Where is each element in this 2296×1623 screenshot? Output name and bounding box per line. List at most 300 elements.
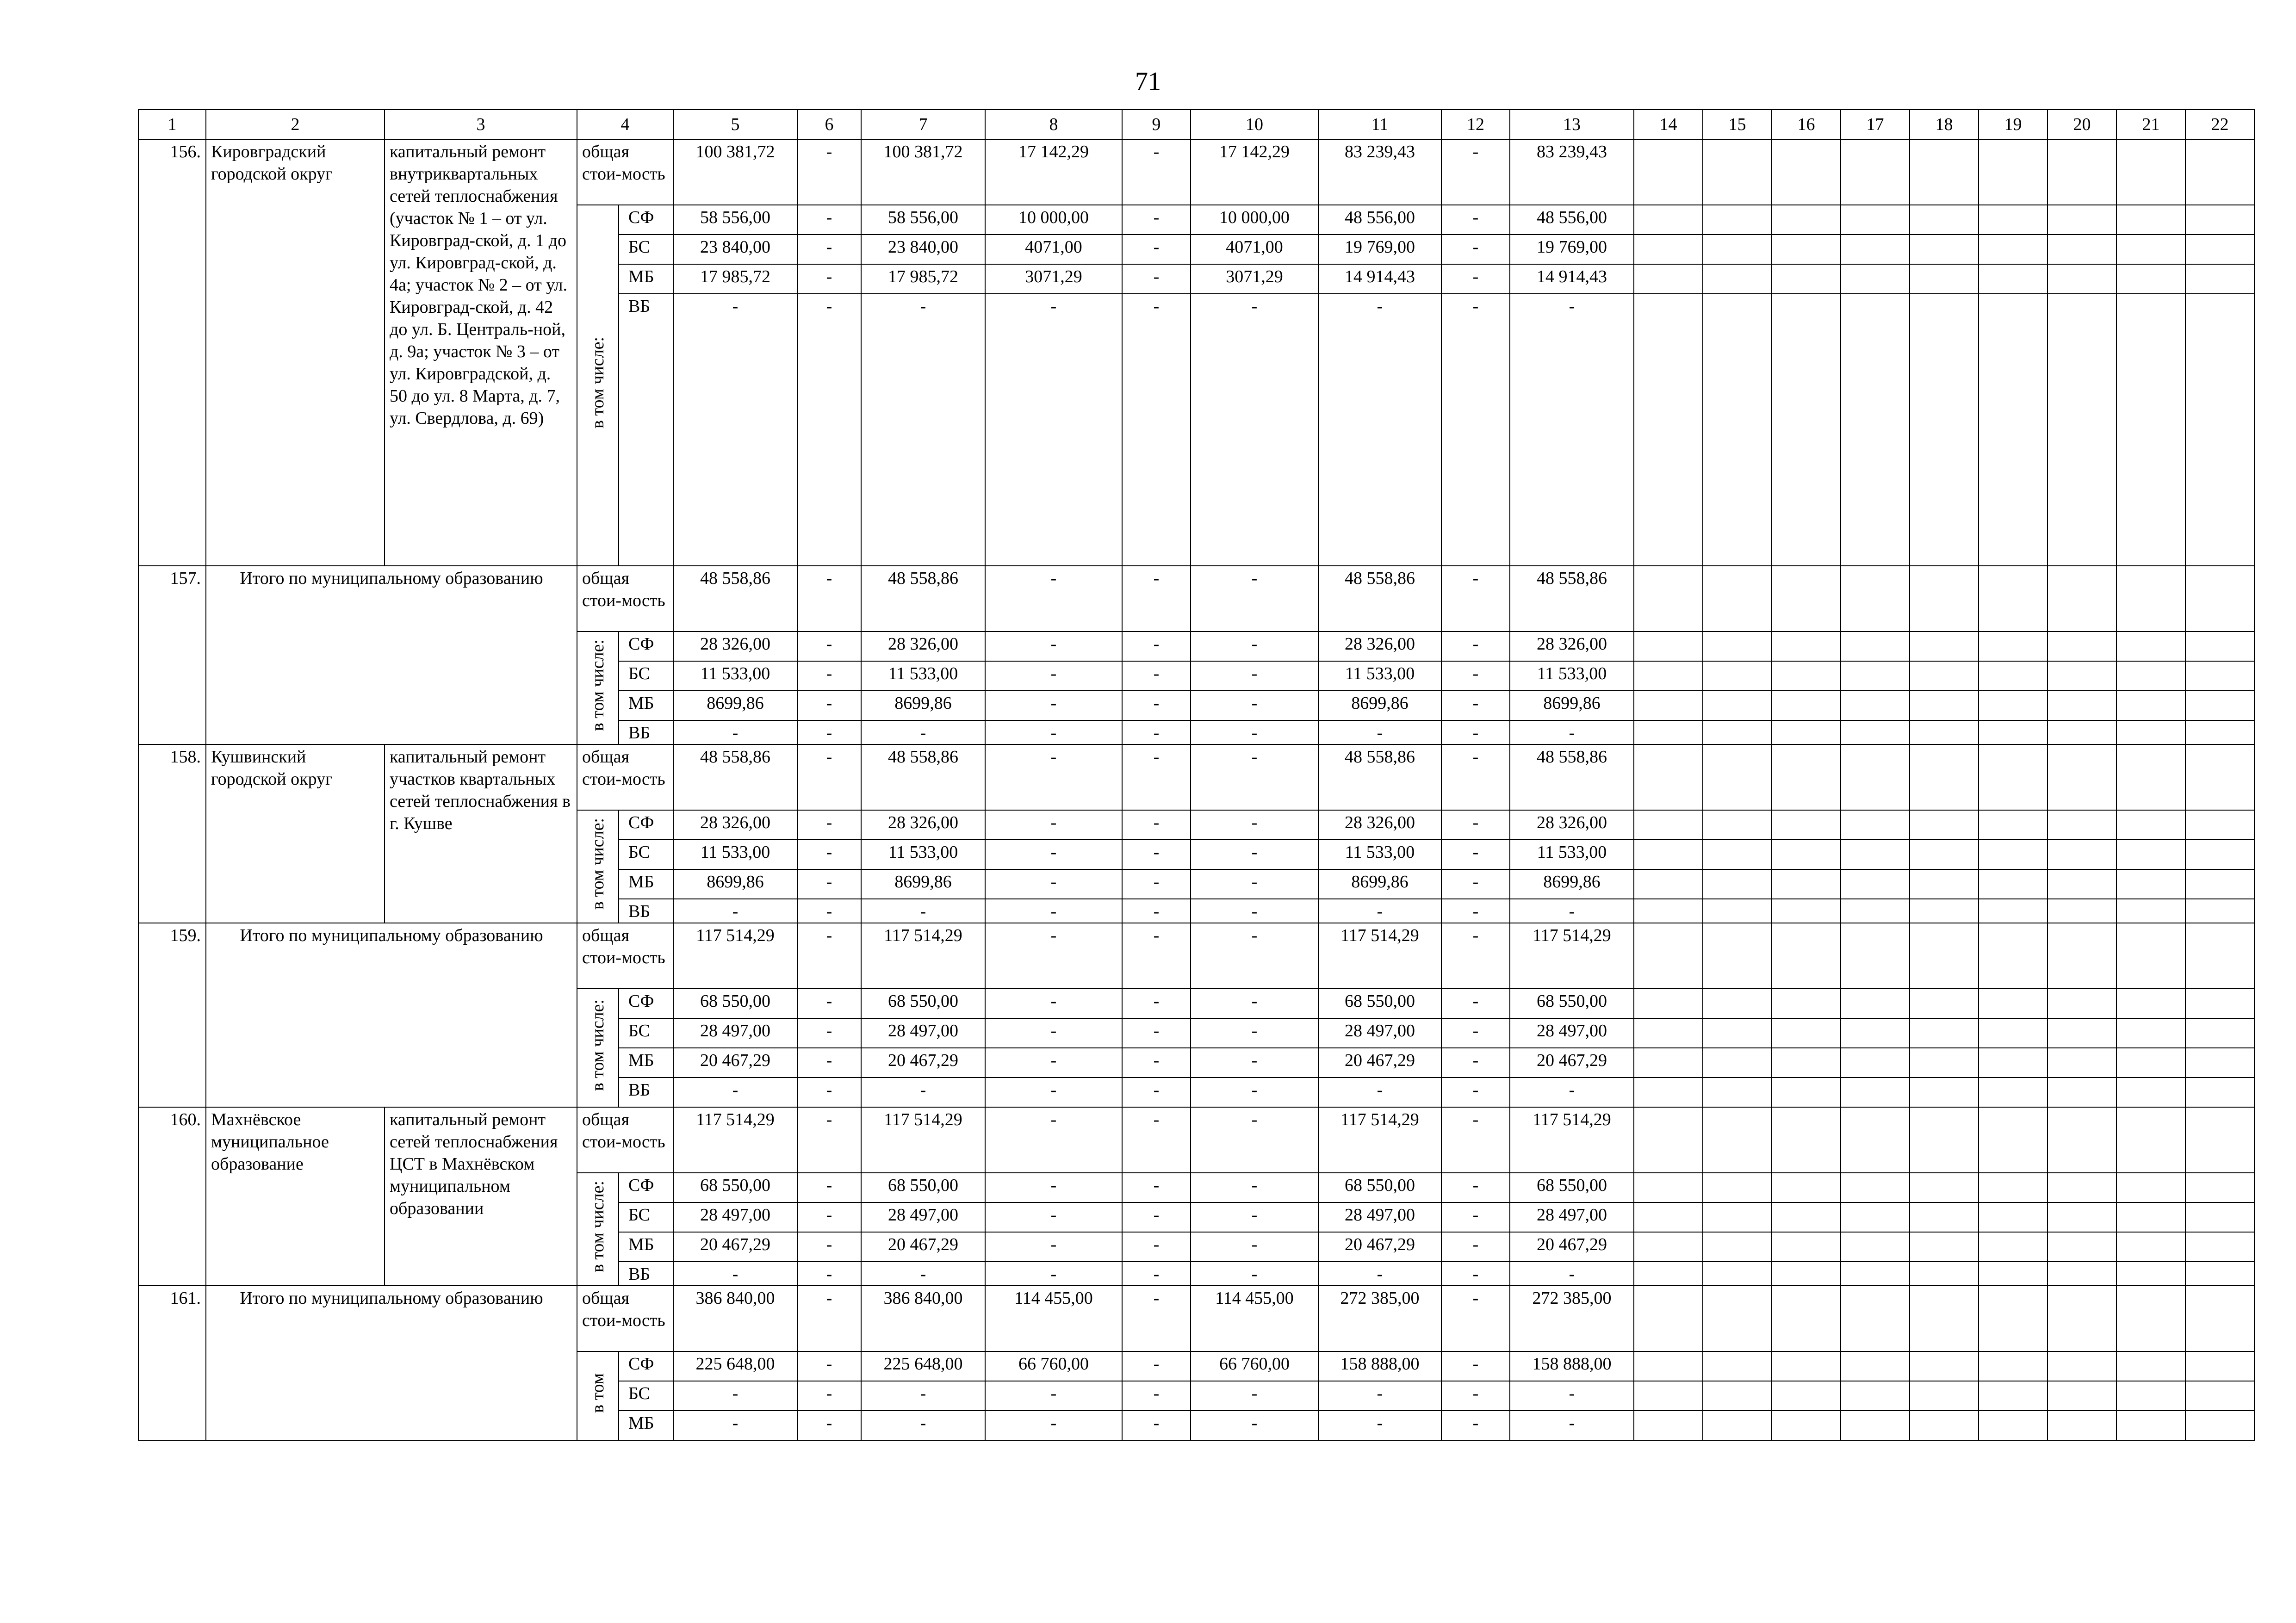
- empty-cell: [1910, 1173, 1979, 1202]
- empty-cell: [1979, 1202, 2048, 1232]
- empty-cell: [1634, 840, 1703, 869]
- empty-cell: [1772, 1232, 1841, 1262]
- value-cell: -: [1510, 1381, 1634, 1411]
- empty-cell: [1841, 869, 1910, 899]
- value-cell: 117 514,29: [673, 1107, 797, 1173]
- empty-cell: [1703, 235, 1772, 264]
- row-number: 158.: [138, 744, 206, 923]
- empty-cell: [2185, 566, 2254, 632]
- value-cell: -: [985, 989, 1122, 1018]
- empty-cell: [1979, 1107, 2048, 1173]
- empty-cell: [1634, 1078, 1703, 1107]
- value-cell: 20 467,29: [673, 1232, 797, 1262]
- municipality-name: Кушвинский городской округ: [206, 744, 385, 923]
- table-row: [138, 1107, 2254, 1173]
- empty-cell: [1772, 720, 1841, 744]
- value-cell: 48 556,00: [1318, 205, 1441, 235]
- value-cell: 28 497,00: [1510, 1018, 1634, 1048]
- empty-cell: [1841, 989, 1910, 1018]
- value-cell: -: [1191, 1018, 1318, 1048]
- empty-cell: [1979, 205, 2048, 235]
- empty-cell: [1772, 989, 1841, 1018]
- value-cell: -: [1441, 1232, 1510, 1262]
- empty-cell: [1634, 744, 1703, 810]
- value-cell: -: [1122, 899, 1191, 923]
- value-cell: -: [1318, 720, 1441, 744]
- empty-cell: [2185, 1018, 2254, 1048]
- value-cell: 68 550,00: [861, 1173, 985, 1202]
- value-cell: -: [985, 661, 1122, 691]
- empty-cell: [2116, 205, 2185, 235]
- column-number-header: 11: [1318, 110, 1441, 139]
- value-cell: 11 533,00: [861, 840, 985, 869]
- empty-cell: [1772, 899, 1841, 923]
- empty-cell: [1841, 205, 1910, 235]
- column-number-header: 20: [2048, 110, 2116, 139]
- value-cell: -: [1122, 205, 1191, 235]
- value-cell: 20 467,29: [1510, 1048, 1634, 1078]
- value-cell: 8699,86: [1318, 869, 1441, 899]
- value-cell: -: [985, 869, 1122, 899]
- empty-cell: [1703, 294, 1772, 566]
- empty-cell: [1979, 989, 2048, 1018]
- value-cell: -: [1191, 1262, 1318, 1286]
- value-cell: -: [1441, 691, 1510, 720]
- value-cell: 8699,86: [861, 691, 985, 720]
- work-description: капитальный ремонт внутриквартальных сетей теплоснабжения (участок № 1 – от ул. Кировград-ской, д. 1 до ул. Кировград-ской, д. 4а; участок № 2 – от ул. Кировград-ской, д. 42 до ул. Б. Централь-ной, д. 9а; участок № 3 – от ул. Кировградской, д. 50 до ул. 8 Марта, д. 7, ул. Свердлова, д. 69): [385, 139, 577, 566]
- value-cell: -: [1441, 1078, 1510, 1107]
- value-cell: 28 326,00: [1318, 632, 1441, 661]
- value-cell: 17 142,29: [1191, 139, 1318, 205]
- empty-cell: [1841, 1286, 1910, 1351]
- empty-cell: [1841, 1048, 1910, 1078]
- value-cell: -: [1441, 1202, 1510, 1232]
- value-cell: 100 381,72: [861, 139, 985, 205]
- value-cell: 8699,86: [673, 691, 797, 720]
- value-cell: 66 760,00: [985, 1351, 1122, 1381]
- empty-cell: [1634, 139, 1703, 205]
- value-cell: -: [1191, 632, 1318, 661]
- value-cell: -: [985, 720, 1122, 744]
- empty-cell: [1772, 139, 1841, 205]
- empty-cell: [1703, 632, 1772, 661]
- empty-cell: [1979, 566, 2048, 632]
- empty-cell: [1772, 632, 1841, 661]
- table-row: [138, 744, 2254, 810]
- empty-cell: [1634, 1232, 1703, 1262]
- empty-cell: [1979, 1018, 2048, 1048]
- table-body: [138, 110, 2254, 1440]
- column-number-header: 18: [1910, 110, 1979, 139]
- in-that-number-label: [577, 632, 619, 744]
- empty-cell: [1841, 744, 1910, 810]
- empty-cell: [2048, 744, 2116, 810]
- value-cell: -: [673, 720, 797, 744]
- empty-cell: [2048, 661, 2116, 691]
- value-cell: -: [1122, 632, 1191, 661]
- empty-cell: [1634, 1173, 1703, 1202]
- value-cell: -: [985, 1381, 1122, 1411]
- fund-label: БС: [619, 235, 673, 264]
- municipality-total-label: Итого по муниципальному образованию: [206, 1286, 577, 1440]
- value-cell: 117 514,29: [1510, 923, 1634, 989]
- empty-cell: [1634, 923, 1703, 989]
- value-cell: -: [1441, 744, 1510, 810]
- empty-cell: [1910, 1202, 1979, 1232]
- empty-cell: [2048, 235, 2116, 264]
- value-cell: -: [1510, 294, 1634, 566]
- table-row: [138, 923, 2254, 989]
- empty-cell: [2116, 294, 2185, 566]
- value-cell: -: [797, 661, 861, 691]
- empty-cell: [1841, 899, 1910, 923]
- value-cell: -: [985, 1173, 1122, 1202]
- value-cell: -: [797, 1286, 861, 1351]
- value-cell: -: [1441, 566, 1510, 632]
- empty-cell: [1979, 691, 2048, 720]
- empty-cell: [2116, 566, 2185, 632]
- value-cell: 28 497,00: [861, 1202, 985, 1232]
- row-number: 159.: [138, 923, 206, 1107]
- column-number-header: 16: [1772, 110, 1841, 139]
- empty-cell: [1703, 1078, 1772, 1107]
- empty-cell: [2185, 139, 2254, 205]
- empty-cell: [1910, 1232, 1979, 1262]
- empty-cell: [1634, 632, 1703, 661]
- value-cell: 117 514,29: [1318, 1107, 1441, 1173]
- value-cell: 14 914,43: [1318, 264, 1441, 294]
- value-cell: -: [1122, 869, 1191, 899]
- empty-cell: [2048, 264, 2116, 294]
- value-cell: -: [1122, 1232, 1191, 1262]
- value-cell: -: [797, 1262, 861, 1286]
- value-cell: 17 985,72: [861, 264, 985, 294]
- empty-cell: [1979, 1381, 2048, 1411]
- empty-cell: [2048, 923, 2116, 989]
- value-cell: -: [1122, 744, 1191, 810]
- empty-cell: [1910, 1048, 1979, 1078]
- value-cell: -: [797, 691, 861, 720]
- value-cell: 4071,00: [985, 235, 1122, 264]
- empty-cell: [1841, 1202, 1910, 1232]
- value-cell: 48 558,86: [1510, 566, 1634, 632]
- empty-cell: [1772, 1351, 1841, 1381]
- fund-label: МБ: [619, 869, 673, 899]
- value-cell: -: [797, 1381, 861, 1411]
- value-cell: 225 648,00: [861, 1351, 985, 1381]
- empty-cell: [1910, 810, 1979, 840]
- value-cell: -: [1441, 264, 1510, 294]
- empty-cell: [1634, 989, 1703, 1018]
- value-cell: 28 326,00: [1510, 632, 1634, 661]
- empty-cell: [2185, 1286, 2254, 1351]
- empty-cell: [2048, 1351, 2116, 1381]
- value-cell: 28 497,00: [1318, 1018, 1441, 1048]
- value-cell: 28 497,00: [673, 1018, 797, 1048]
- empty-cell: [2116, 923, 2185, 989]
- value-cell: -: [797, 235, 861, 264]
- value-cell: -: [1441, 1018, 1510, 1048]
- empty-cell: [1841, 1351, 1910, 1381]
- empty-cell: [2116, 264, 2185, 294]
- empty-cell: [1703, 205, 1772, 235]
- value-cell: -: [1318, 899, 1441, 923]
- value-cell: -: [797, 899, 861, 923]
- empty-cell: [2185, 264, 2254, 294]
- value-cell: -: [797, 566, 861, 632]
- value-cell: -: [1191, 1202, 1318, 1232]
- empty-cell: [1910, 1107, 1979, 1173]
- empty-cell: [1841, 139, 1910, 205]
- empty-cell: [2048, 691, 2116, 720]
- value-cell: -: [797, 1202, 861, 1232]
- empty-cell: [1979, 744, 2048, 810]
- empty-cell: [2116, 1411, 2185, 1440]
- empty-cell: [2116, 1078, 2185, 1107]
- value-cell: 11 533,00: [1510, 661, 1634, 691]
- value-cell: -: [1122, 1018, 1191, 1048]
- fund-label: БС: [619, 1381, 673, 1411]
- value-cell: -: [1191, 840, 1318, 869]
- value-cell: 68 550,00: [1318, 1173, 1441, 1202]
- empty-cell: [1910, 1078, 1979, 1107]
- empty-cell: [2185, 1381, 2254, 1411]
- value-cell: -: [985, 840, 1122, 869]
- value-cell: -: [797, 1351, 861, 1381]
- empty-cell: [1772, 1286, 1841, 1351]
- empty-cell: [2185, 720, 2254, 744]
- value-cell: 28 497,00: [1318, 1202, 1441, 1232]
- value-cell: -: [1122, 1351, 1191, 1381]
- column-number-header: 12: [1441, 110, 1510, 139]
- value-cell: -: [1122, 1262, 1191, 1286]
- value-cell: 68 550,00: [673, 1173, 797, 1202]
- empty-cell: [1910, 899, 1979, 923]
- empty-cell: [2185, 661, 2254, 691]
- empty-cell: [1703, 1018, 1772, 1048]
- fund-total-label: общая стои-мость: [577, 744, 673, 810]
- value-cell: 68 550,00: [1510, 1173, 1634, 1202]
- empty-cell: [2048, 840, 2116, 869]
- column-number-header: 2: [206, 110, 385, 139]
- value-cell: 11 533,00: [1510, 840, 1634, 869]
- in-that-number-label: [577, 1351, 619, 1440]
- empty-cell: [1703, 1381, 1772, 1411]
- value-cell: -: [861, 899, 985, 923]
- value-cell: -: [861, 1078, 985, 1107]
- value-cell: 28 497,00: [673, 1202, 797, 1232]
- value-cell: 225 648,00: [673, 1351, 797, 1381]
- value-cell: 28 326,00: [1318, 810, 1441, 840]
- value-cell: -: [1191, 1381, 1318, 1411]
- column-number-header: 19: [1979, 110, 2048, 139]
- value-cell: -: [985, 566, 1122, 632]
- column-number-row: [138, 110, 2254, 139]
- empty-cell: [1772, 235, 1841, 264]
- fund-label: СФ: [619, 1351, 673, 1381]
- empty-cell: [1634, 205, 1703, 235]
- empty-cell: [1910, 1411, 1979, 1440]
- value-cell: -: [673, 1078, 797, 1107]
- in-that-number-label: [577, 989, 619, 1107]
- value-cell: -: [673, 1262, 797, 1286]
- column-number-header: 9: [1122, 110, 1191, 139]
- value-cell: -: [1441, 235, 1510, 264]
- value-cell: 11 533,00: [673, 840, 797, 869]
- empty-cell: [1841, 923, 1910, 989]
- value-cell: -: [1441, 1351, 1510, 1381]
- empty-cell: [1841, 1107, 1910, 1173]
- in-that-number-text: в том числе:: [588, 639, 608, 731]
- value-cell: -: [797, 923, 861, 989]
- fund-total-label: общая стои-мость: [577, 566, 673, 632]
- value-cell: -: [985, 632, 1122, 661]
- value-cell: -: [1122, 235, 1191, 264]
- value-cell: -: [1122, 810, 1191, 840]
- fund-total-label: общая стои-мость: [577, 139, 673, 205]
- value-cell: -: [1122, 264, 1191, 294]
- fund-label: БС: [619, 840, 673, 869]
- value-cell: 8699,86: [673, 869, 797, 899]
- empty-cell: [1634, 720, 1703, 744]
- empty-cell: [1910, 744, 1979, 810]
- value-cell: 114 455,00: [1191, 1286, 1318, 1351]
- empty-cell: [1703, 661, 1772, 691]
- empty-cell: [2048, 1018, 2116, 1048]
- value-cell: -: [1510, 1411, 1634, 1440]
- fund-label: СФ: [619, 810, 673, 840]
- municipality-name: Махнёвское муниципальное образование: [206, 1107, 385, 1286]
- value-cell: -: [1441, 294, 1510, 566]
- empty-cell: [1634, 1018, 1703, 1048]
- value-cell: -: [1441, 1286, 1510, 1351]
- fund-label: МБ: [619, 1232, 673, 1262]
- empty-cell: [1979, 632, 2048, 661]
- empty-cell: [2116, 139, 2185, 205]
- value-cell: -: [985, 691, 1122, 720]
- in-that-number-text: в том: [588, 1373, 608, 1413]
- fund-label: ВБ: [619, 1078, 673, 1107]
- empty-cell: [2185, 1173, 2254, 1202]
- empty-cell: [2185, 810, 2254, 840]
- value-cell: -: [797, 294, 861, 566]
- empty-cell: [1772, 1202, 1841, 1232]
- empty-cell: [1979, 661, 2048, 691]
- empty-cell: [1910, 566, 1979, 632]
- value-cell: 14 914,43: [1510, 264, 1634, 294]
- empty-cell: [1910, 869, 1979, 899]
- value-cell: -: [985, 1232, 1122, 1262]
- empty-cell: [1910, 1018, 1979, 1048]
- empty-cell: [1772, 1078, 1841, 1107]
- empty-cell: [2116, 899, 2185, 923]
- empty-cell: [1634, 691, 1703, 720]
- empty-cell: [1910, 1351, 1979, 1381]
- value-cell: 66 760,00: [1191, 1351, 1318, 1381]
- value-cell: -: [797, 1411, 861, 1440]
- fund-label: ВБ: [619, 1262, 673, 1286]
- fund-total-label: общая стои-мость: [577, 1107, 673, 1173]
- municipality-total-label: Итого по муниципальному образованию: [206, 923, 577, 1107]
- empty-cell: [2116, 989, 2185, 1018]
- value-cell: 386 840,00: [673, 1286, 797, 1351]
- value-cell: 20 467,29: [861, 1232, 985, 1262]
- empty-cell: [1841, 1173, 1910, 1202]
- value-cell: -: [797, 869, 861, 899]
- empty-cell: [1910, 632, 1979, 661]
- empty-cell: [1703, 1262, 1772, 1286]
- work-description: капитальный ремонт сетей теплоснабжения ЦСТ в Махнёвском муниципальном образовании: [385, 1107, 577, 1286]
- empty-cell: [1772, 1381, 1841, 1411]
- empty-cell: [2185, 1107, 2254, 1173]
- value-cell: -: [1191, 744, 1318, 810]
- empty-cell: [2185, 205, 2254, 235]
- value-cell: -: [1191, 294, 1318, 566]
- value-cell: -: [797, 744, 861, 810]
- empty-cell: [1703, 869, 1772, 899]
- in-that-number-text: в том числе:: [588, 999, 608, 1091]
- value-cell: -: [797, 989, 861, 1018]
- empty-cell: [1910, 989, 1979, 1018]
- column-number-header: 10: [1191, 110, 1318, 139]
- value-cell: 10 000,00: [1191, 205, 1318, 235]
- value-cell: -: [1510, 1078, 1634, 1107]
- value-cell: -: [1122, 691, 1191, 720]
- empty-cell: [1634, 1202, 1703, 1232]
- table-row: [138, 1286, 2254, 1351]
- empty-cell: [1910, 139, 1979, 205]
- empty-cell: [1634, 1048, 1703, 1078]
- in-that-number-label: [577, 1173, 619, 1286]
- empty-cell: [2116, 720, 2185, 744]
- value-cell: 17 142,29: [985, 139, 1122, 205]
- empty-cell: [2116, 1381, 2185, 1411]
- empty-cell: [1841, 294, 1910, 566]
- empty-cell: [2185, 869, 2254, 899]
- fund-label: ВБ: [619, 899, 673, 923]
- value-cell: -: [1191, 989, 1318, 1018]
- value-cell: -: [673, 294, 797, 566]
- empty-cell: [2048, 1262, 2116, 1286]
- value-cell: -: [985, 810, 1122, 840]
- table-row: [138, 566, 2254, 632]
- value-cell: -: [1441, 989, 1510, 1018]
- empty-cell: [1910, 1262, 1979, 1286]
- value-cell: -: [1122, 294, 1191, 566]
- value-cell: -: [1441, 1107, 1510, 1173]
- empty-cell: [1703, 1202, 1772, 1232]
- value-cell: -: [985, 899, 1122, 923]
- empty-cell: [2116, 1262, 2185, 1286]
- empty-cell: [2116, 1173, 2185, 1202]
- table-row: [138, 139, 2254, 205]
- value-cell: -: [1441, 869, 1510, 899]
- empty-cell: [2116, 1351, 2185, 1381]
- value-cell: -: [1191, 1078, 1318, 1107]
- empty-cell: [1910, 840, 1979, 869]
- column-number-header: 3: [385, 110, 577, 139]
- value-cell: -: [985, 1107, 1122, 1173]
- value-cell: 117 514,29: [673, 923, 797, 989]
- empty-cell: [2185, 1048, 2254, 1078]
- value-cell: 48 558,86: [1318, 566, 1441, 632]
- empty-cell: [1910, 294, 1979, 566]
- empty-cell: [1634, 235, 1703, 264]
- value-cell: -: [1122, 139, 1191, 205]
- empty-cell: [1634, 899, 1703, 923]
- empty-cell: [2185, 1078, 2254, 1107]
- empty-cell: [1772, 1048, 1841, 1078]
